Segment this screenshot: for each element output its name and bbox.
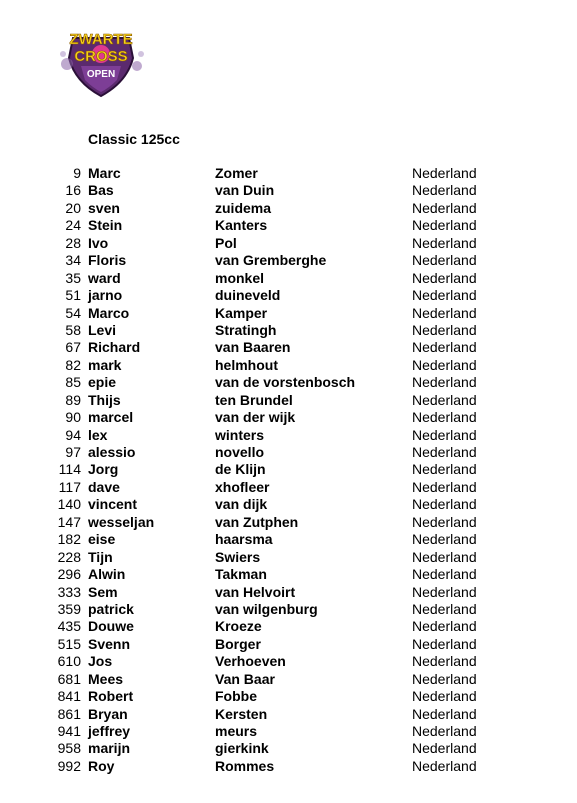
rider-last-name: van Duin <box>215 182 275 199</box>
list-item <box>0 182 577 199</box>
rider-last-name: xhofleer <box>215 478 270 495</box>
list-item <box>0 723 577 740</box>
rider-last-name: van dijk <box>215 496 268 513</box>
rider-first-name: Marco <box>88 304 130 321</box>
rider-last-name: Kroeze <box>215 618 262 635</box>
rider-last-name: ten Brundel <box>215 391 293 408</box>
list-item <box>0 479 577 496</box>
list-item <box>0 270 577 287</box>
rider-number: 51 <box>65 287 81 304</box>
rider-country: Nederland <box>412 199 477 216</box>
rider-first-name: marcel <box>88 409 134 426</box>
rider-last-name: Fobbe <box>215 688 257 705</box>
list-item <box>0 653 577 670</box>
rider-first-name: wesseljan <box>88 513 155 530</box>
rider-number: 333 <box>57 583 81 600</box>
rider-number: 992 <box>57 757 81 774</box>
list-item <box>0 200 577 217</box>
rider-first-name: dave <box>88 478 120 495</box>
rider-country: Nederland <box>412 374 477 391</box>
rider-country: Nederland <box>412 600 477 617</box>
rider-number: 9 <box>73 165 81 181</box>
list-item <box>0 252 577 269</box>
logo-line3: OPEN <box>86 69 116 80</box>
zwarte-cross-open-logo <box>55 24 147 98</box>
rider-last-name: novello <box>215 444 265 460</box>
rider-number: 958 <box>57 740 81 757</box>
list-item <box>0 618 577 635</box>
list-item <box>0 392 577 409</box>
rider-number: 28 <box>65 234 81 251</box>
rider-first-name: jeffrey <box>88 723 131 739</box>
list-item <box>0 514 577 531</box>
rider-last-name: meurs <box>215 723 258 739</box>
rider-country: Nederland <box>412 304 477 321</box>
list-item <box>0 444 577 461</box>
rider-first-name: Stein <box>88 217 123 234</box>
list-item <box>0 584 577 601</box>
rider-country: Nederland <box>412 688 477 705</box>
rider-last-name: Kanters <box>215 217 268 234</box>
rider-number: 34 <box>65 252 81 269</box>
list-item <box>0 305 577 322</box>
rider-last-name: monkel <box>215 269 265 286</box>
rider-country: Nederland <box>412 548 477 565</box>
rider-first-name: epie <box>88 374 117 391</box>
rider-number: 681 <box>57 670 81 687</box>
rider-last-name: Swiers <box>215 548 261 565</box>
rider-number: 54 <box>65 304 81 321</box>
rider-first-name: Marc <box>88 165 121 181</box>
rider-number: 841 <box>57 688 81 705</box>
rider-first-name: mark <box>88 356 122 373</box>
rider-last-name: van Gremberghe <box>215 252 327 269</box>
rider-last-name: gierkink <box>215 740 269 757</box>
rider-country: Nederland <box>412 217 477 234</box>
rider-first-name: Roy <box>88 757 115 774</box>
rider-country: Nederland <box>412 356 477 373</box>
rider-last-name: van Helvoirt <box>215 583 296 600</box>
list-item <box>0 566 577 583</box>
list-item <box>0 496 577 513</box>
rider-first-name: Levi <box>88 321 117 338</box>
list-item <box>0 758 577 775</box>
list-item <box>0 165 577 182</box>
list-item <box>0 427 577 444</box>
rider-last-name: van der wijk <box>215 409 296 426</box>
list-item <box>0 706 577 723</box>
rider-first-name: Bas <box>88 182 114 199</box>
rider-country: Nederland <box>412 618 477 635</box>
rider-last-name: zuidema <box>215 199 272 216</box>
rider-last-name: helmhout <box>215 356 278 373</box>
rider-last-name: Takman <box>215 566 267 583</box>
rider-number: 67 <box>65 339 81 356</box>
rider-country: Nederland <box>412 757 477 774</box>
rider-country: Nederland <box>412 478 477 495</box>
logo-line1: ZWARTE <box>69 31 133 48</box>
rider-country: Nederland <box>412 269 477 286</box>
rider-country: Nederland <box>412 165 477 181</box>
rider-number: 140 <box>57 496 81 513</box>
rider-number: 296 <box>57 566 81 583</box>
rider-country: Nederland <box>412 566 477 583</box>
rider-number: 359 <box>57 600 81 617</box>
rider-last-name: Stratingh <box>215 321 277 338</box>
rider-first-name: lex <box>88 426 108 443</box>
rider-country: Nederland <box>412 409 477 426</box>
list-item <box>0 217 577 234</box>
rider-country: Nederland <box>412 513 477 530</box>
rider-last-name: Zomer <box>215 165 258 181</box>
rider-country: Nederland <box>412 531 477 548</box>
rider-last-name: haarsma <box>215 531 273 548</box>
rider-last-name: van Zutphen <box>215 513 299 530</box>
rider-last-name: Kamper <box>215 304 268 321</box>
list-item <box>0 409 577 426</box>
list-item <box>0 671 577 688</box>
rider-number: 114 <box>58 461 81 478</box>
rider-number: 941 <box>57 723 81 739</box>
logo-line2: CROSS <box>74 48 128 65</box>
list-item <box>0 357 577 374</box>
rider-first-name: Tijn <box>88 548 113 565</box>
rider-first-name: Floris <box>88 252 127 269</box>
rider-number: 97 <box>65 444 81 460</box>
rider-first-name: Mees <box>88 670 124 687</box>
rider-first-name: Richard <box>88 339 141 356</box>
rider-country: Nederland <box>412 321 477 338</box>
rider-country: Nederland <box>412 740 477 757</box>
rider-last-name: Pol <box>215 234 237 251</box>
rider-number: 90 <box>65 409 81 426</box>
list-item <box>0 461 577 478</box>
rider-last-name: van Baaren <box>215 339 291 356</box>
rider-number: 182 <box>57 531 81 548</box>
rider-first-name: Svenn <box>88 635 131 652</box>
rider-first-name: sven <box>88 199 120 216</box>
rider-number: 147 <box>57 513 81 530</box>
list-item <box>0 235 577 252</box>
rider-country: Nederland <box>412 461 477 478</box>
rider-number: 228 <box>57 548 81 565</box>
rider-last-name: van de vorstenbosch <box>215 374 356 391</box>
entry-list <box>0 165 577 775</box>
rider-last-name: Rommes <box>215 757 275 774</box>
rider-first-name: Alwin <box>88 566 126 583</box>
rider-number: 82 <box>65 356 81 373</box>
rider-country: Nederland <box>412 635 477 652</box>
rider-first-name: patrick <box>88 600 134 617</box>
rider-country: Nederland <box>412 583 477 600</box>
rider-country: Nederland <box>412 723 477 739</box>
rider-first-name: Sem <box>88 583 118 600</box>
list-item <box>0 549 577 566</box>
rider-first-name: Douwe <box>88 618 134 635</box>
rider-number: 89 <box>65 391 81 408</box>
rider-first-name: Ivo <box>88 234 109 251</box>
rider-first-name: Thijs <box>88 391 121 408</box>
rider-last-name: Verhoeven <box>215 653 286 670</box>
rider-first-name: Bryan <box>88 705 128 722</box>
rider-country: Nederland <box>412 391 477 408</box>
rider-country: Nederland <box>412 705 477 722</box>
rider-first-name: alessio <box>88 444 136 460</box>
rider-first-name: ward <box>88 269 121 286</box>
rider-first-name: jarno <box>88 287 123 304</box>
rider-country: Nederland <box>412 252 477 269</box>
rider-number: 58 <box>65 321 81 338</box>
rider-country: Nederland <box>412 339 477 356</box>
list-item <box>0 601 577 618</box>
list-item <box>0 636 577 653</box>
rider-country: Nederland <box>412 182 477 199</box>
list-item <box>0 322 577 339</box>
rider-number: 117 <box>58 478 81 495</box>
rider-number: 94 <box>65 426 81 443</box>
list-item <box>0 531 577 548</box>
rider-number: 515 <box>57 635 81 652</box>
list-item <box>0 374 577 391</box>
rider-last-name: de Klijn <box>215 461 266 478</box>
rider-country: Nederland <box>412 287 477 304</box>
rider-number: 861 <box>57 705 81 722</box>
list-item <box>0 287 577 304</box>
rider-country: Nederland <box>412 234 477 251</box>
rider-first-name: eise <box>88 531 116 548</box>
rider-number: 85 <box>65 374 81 391</box>
list-item <box>0 339 577 356</box>
rider-last-name: Kersten <box>215 705 268 722</box>
category-title: Classic 125cc <box>88 131 180 147</box>
rider-country: Nederland <box>412 496 477 513</box>
rider-last-name: van wilgenburg <box>215 600 318 617</box>
rider-number: 16 <box>65 182 81 199</box>
rider-number: 35 <box>65 269 81 286</box>
list-item <box>0 740 577 757</box>
rider-last-name: Van Baar <box>215 670 275 687</box>
rider-country: Nederland <box>412 444 477 460</box>
rider-country: Nederland <box>412 426 477 443</box>
rider-first-name: marijn <box>88 740 131 757</box>
rider-number: 20 <box>65 199 81 216</box>
rider-number: 610 <box>57 653 81 670</box>
list-item <box>0 688 577 705</box>
rider-last-name: winters <box>215 426 265 443</box>
rider-first-name: Jorg <box>88 461 119 478</box>
rider-first-name: Robert <box>88 688 134 705</box>
rider-first-name: vincent <box>88 496 138 513</box>
rider-last-name: duineveld <box>215 287 281 304</box>
rider-number: 435 <box>57 618 81 635</box>
rider-number: 24 <box>65 217 81 234</box>
rider-country: Nederland <box>412 670 477 687</box>
rider-country: Nederland <box>412 653 477 670</box>
rider-last-name: Borger <box>215 635 261 652</box>
rider-first-name: Jos <box>88 653 113 670</box>
